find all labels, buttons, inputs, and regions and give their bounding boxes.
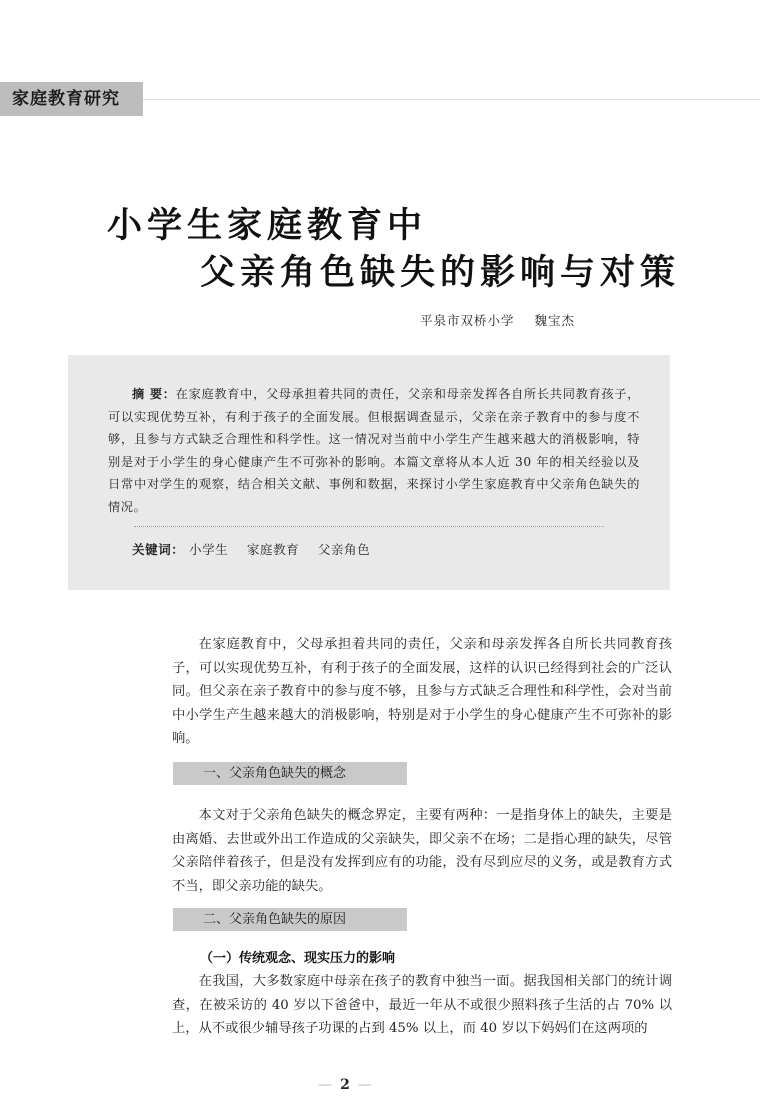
abstract-label: 摘 要：: [132, 387, 176, 401]
section-heading-1: 一、父亲角色缺失的概念: [173, 762, 407, 785]
page-number: — 2 —: [318, 1077, 372, 1093]
keywords-label: 关键词：: [132, 542, 185, 557]
section-header-tab: 家庭教育研究: [0, 82, 143, 116]
keyword: 小学生: [188, 542, 229, 557]
author-school: 平泉市双桥小学: [420, 313, 515, 328]
author-name: 魏宝杰: [534, 313, 576, 328]
abstract-divider: [134, 526, 604, 527]
section-heading-2: 二、父亲角色缺失的原因: [173, 908, 407, 931]
article-title-line2: 父亲角色缺失的影响与对策: [200, 253, 681, 293]
section1-paragraph: 本文对于父亲角色缺失的概念界定，主要有两种：一是指身体上的缺失，主要是由离婚、去世或外出工作造成的父亲缺失，即父亲不在场；二是指心理的缺失，尽管父亲陪伴着孩子，但是没有发挥到应有的功能，没有尽到应尽的义务，或是教育方式不当，即父亲功能的缺失。: [172, 808, 672, 894]
subsection1-paragraph: 在我国，大多数家庭中母亲在孩子的教育中独当一面。据我国相关部门的统计调查，在被采访的 40 岁以下爸爸中，最近一年从不或很少照料孩子生活的占 70% 以上，从不或很少辅导孩子功课的占到 45% 以上，而 40 岁以下妈妈们在这两项的: [172, 974, 672, 1036]
intro-paragraph: 在家庭教育中，父母承担着共同的责任，父亲和母亲发挥各自所长共同教育孩子，可以实现优势互补，有利于孩子的全面发展，这样的认识已经得到社会的广泛认同。但父亲在亲子教育中的参与度不够，且参与方式缺乏合理性和科学性，会对当前中小学生产生越来越大的消极影响，特别是对于小学生的身心健康产生不可弥补的影响。: [172, 637, 672, 746]
header-divider: [143, 99, 760, 100]
article-title-line1: 小学生家庭教育中: [107, 206, 428, 246]
subsection-heading-1: （一）传统观念、现实压力的影响: [200, 951, 396, 966]
abstract-text: 在家庭教育中，父母承担着共同的责任，父亲和母亲发挥各自所长共同教育孩子，可以实现优势互补，有利于孩子的全面发展。但根据调查显示，父亲在亲子教育中的参与度不够，且参与方式缺乏合理性和科学性。这一情况对当前中小学生产生越来越大的消极影响，特别是对于小学生的身心健康产生不可弥补的影响。本篇文章将从本人近 30 年的相关经验以及日常中对学生的观察，结合相关文献、事例和数据，来探讨小学生家庭教育中父亲角色缺失的情况。: [108, 387, 640, 514]
keyword: 父亲角色: [317, 542, 371, 557]
author-line: [420, 311, 575, 329]
keyword: 家庭教育: [246, 542, 300, 557]
abstract: [108, 383, 640, 518]
keywords: [132, 540, 384, 558]
page-number-value: 2: [340, 1077, 350, 1093]
